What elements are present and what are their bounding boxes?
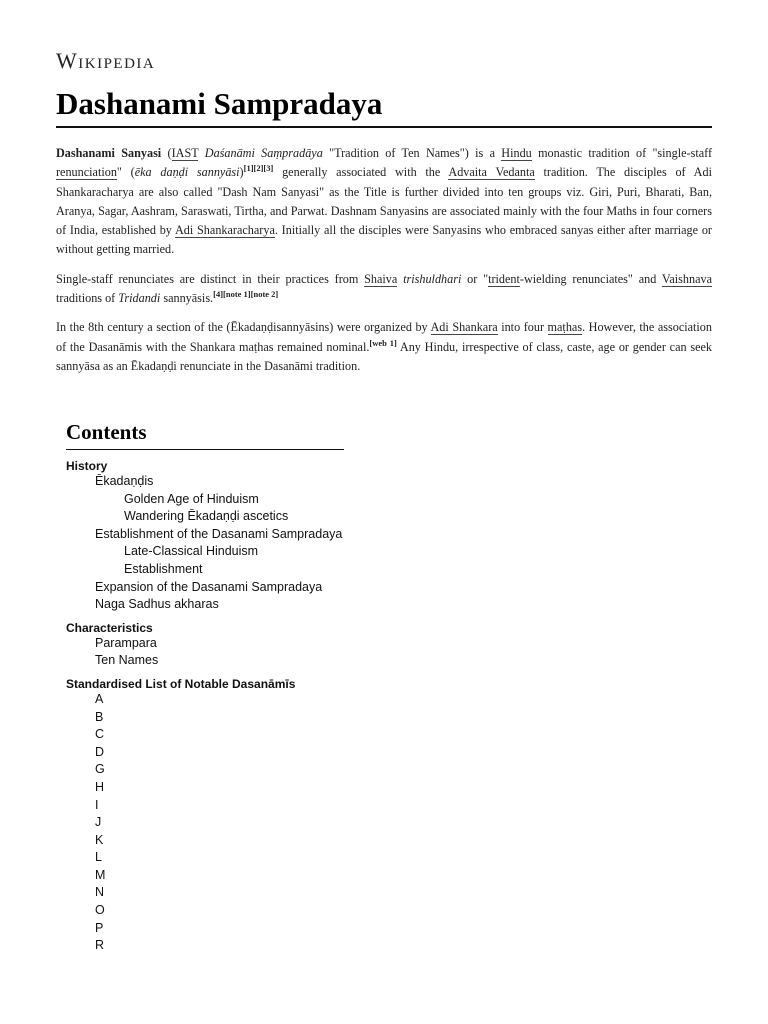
- toc-item-letter[interactable]: L: [95, 850, 102, 865]
- toc-item-letter[interactable]: P: [95, 920, 104, 935]
- toc-letter-list: [66, 691, 366, 955]
- text: "Tradition of Ten Names") is a: [322, 146, 502, 160]
- link-shaiva[interactable]: Shaiva: [364, 271, 398, 286]
- eka-term: ēka daṇḍi sannyāsi: [134, 165, 240, 180]
- toc-item-late-classical[interactable]: Late-Classical Hinduism: [124, 544, 259, 559]
- text: " (: [116, 165, 135, 180]
- toc-item-letter[interactable]: O: [95, 903, 105, 918]
- toc-item-golden-age[interactable]: Golden Age of Hinduism: [124, 491, 259, 506]
- table-of-contents: [66, 420, 366, 955]
- title-divider: [56, 126, 712, 128]
- toc-item-letter[interactable]: J: [95, 815, 102, 830]
- toc-item-ekadandis[interactable]: Ēkadaṇḍis: [95, 474, 154, 488]
- link-iast[interactable]: IAST: [171, 146, 199, 160]
- toc-item-ten-names[interactable]: Ten Names: [95, 653, 159, 668]
- toc-item-establishment-of[interactable]: Establishment of the Dasanami Sampradaya: [95, 526, 343, 541]
- toc-item-characteristics[interactable]: Characteristics: [66, 620, 153, 635]
- citation-refs[interactable]: [1][2][3]: [243, 163, 274, 174]
- link-vaishnava[interactable]: Vaishnava: [661, 271, 712, 286]
- text: monastic tradition of "single-staff: [531, 146, 713, 160]
- text: or ": [461, 271, 489, 286]
- link-mathas[interactable]: maṭhas: [547, 320, 583, 335]
- toc-item-expansion[interactable]: Expansion of the Dasanami Sampradaya: [95, 579, 323, 594]
- link-renunciation[interactable]: renunciation: [56, 165, 117, 180]
- text: generally associated with the: [273, 165, 449, 180]
- text: . Initially all the disciples were Sanyasins who embraced sanyas either after marriage or without getting married.: [56, 223, 712, 257]
- iast-term: Daśanāmi Saṃpradāya: [204, 146, 323, 160]
- toc-item-letter[interactable]: A: [95, 691, 104, 706]
- toc-item-letter[interactable]: B: [95, 709, 104, 724]
- paragraph-history: [56, 318, 712, 376]
- wikipedia-logo-text[interactable]: Wikipedia: [56, 48, 156, 73]
- tridandi-term: Tridandi: [118, 291, 161, 306]
- toc-item-letter[interactable]: G: [95, 762, 105, 777]
- text: traditions of: [56, 291, 119, 306]
- toc-item-parampara[interactable]: Parampara: [95, 635, 157, 650]
- text: Any Hindu, irrespective of class, caste, age or gender can seek sannyāsa as an Ēkadaṇḍi renunciate in the Dasanāmi tradition.: [56, 339, 712, 373]
- toc-item-letter[interactable]: I: [95, 797, 99, 812]
- toc-item-letter[interactable]: C: [95, 727, 105, 742]
- link-adi-shankara[interactable]: Adi Shankara: [430, 320, 498, 335]
- text: sannyāsis.: [160, 291, 214, 306]
- article-body: [56, 144, 712, 386]
- toc-item-establishment[interactable]: Establishment: [124, 561, 203, 576]
- toc-item-letter[interactable]: H: [95, 779, 105, 794]
- toc-item-letter[interactable]: K: [95, 832, 104, 847]
- text: In the 8th century a section of the (Ēkadaṇḍisannyāsins) were organized by: [56, 320, 431, 335]
- citation-refs[interactable]: [web 1]: [369, 337, 397, 348]
- text: ): [239, 165, 244, 180]
- paragraph-intro: Dashanami Sanyasi (IAST Daśanāmi Saṃpradāya "Tradition of Ten Names") is a Hindu monastic tradition of "single-staff renunciation" (ēka daṇḍi sannyāsi)[1][2][3] generally associated with the Advaita Vedanta tradition. The disciples of Adi Shankaracharya are also called "Dash Nam Sanyasi" as the Title is further divided into ten groups viz. Giri, Puri, Bharati, Ban, Aranya, Sagar, Aashram, Saraswati, Tirtha, and Parwat. Dashnam Sanyasins are associated mainly with the four Maths in four corners of India, established by Adi Shankaracharya. Initially all the disciples were Sanyasins who embraced sanyas either after marriage or without getting married.: [56, 146, 713, 257]
- toc-item-letter[interactable]: N: [95, 885, 105, 900]
- toc-item-history[interactable]: History: [66, 459, 108, 473]
- paragraph-single-staff: [56, 270, 712, 309]
- toc-item-letter[interactable]: R: [95, 938, 105, 953]
- toc-item-standardised-list[interactable]: Standardised List of Notable Dasanāmīs: [66, 676, 296, 691]
- text: . However, the association of the Dasanāmis with the Shankara maṭhas remained nominal.: [56, 320, 712, 354]
- toc-item-letter[interactable]: M: [95, 867, 106, 882]
- toc-item-naga[interactable]: Naga Sadhus akharas: [95, 597, 219, 612]
- text: Single-staff renunciates are distinct in their practices from: [56, 271, 365, 286]
- toc-item-wandering[interactable]: Wandering Ēkadaṇḍi ascetics: [124, 509, 289, 524]
- link-adi-shankaracharya[interactable]: Adi Shankaracharya: [174, 223, 275, 238]
- toc-title: Contents: [66, 420, 344, 450]
- citation-refs[interactable]: [4][note 1][note 2]: [213, 289, 279, 300]
- link-trident[interactable]: trident: [488, 271, 520, 286]
- link-advaita-vedanta[interactable]: Advaita Vedanta: [448, 165, 535, 180]
- page-title: Dashanami Sampradaya: [56, 86, 383, 121]
- link-hindu[interactable]: Hindu: [501, 146, 532, 160]
- trishuldhari-term: trishuldhari: [403, 271, 462, 286]
- toc-item-letter[interactable]: D: [95, 744, 105, 759]
- text: -wielding renunciates" and: [519, 271, 662, 286]
- lead-term: Dashanami Sanyasi: [56, 146, 162, 160]
- text: into four: [497, 320, 548, 335]
- text: tradition. The disciples of Adi Shankaracharya are also called "Dash Nam Sanyasi" as the Title is further divided into ten groups viz. Giri, Puri, Bharati, Ban, Aranya, Sagar, Aashram, Saraswati, Tirtha, and Parwat. Dashnam Sanyasins are associated mainly with the four Maths in four corners of India, established by: [56, 165, 712, 238]
